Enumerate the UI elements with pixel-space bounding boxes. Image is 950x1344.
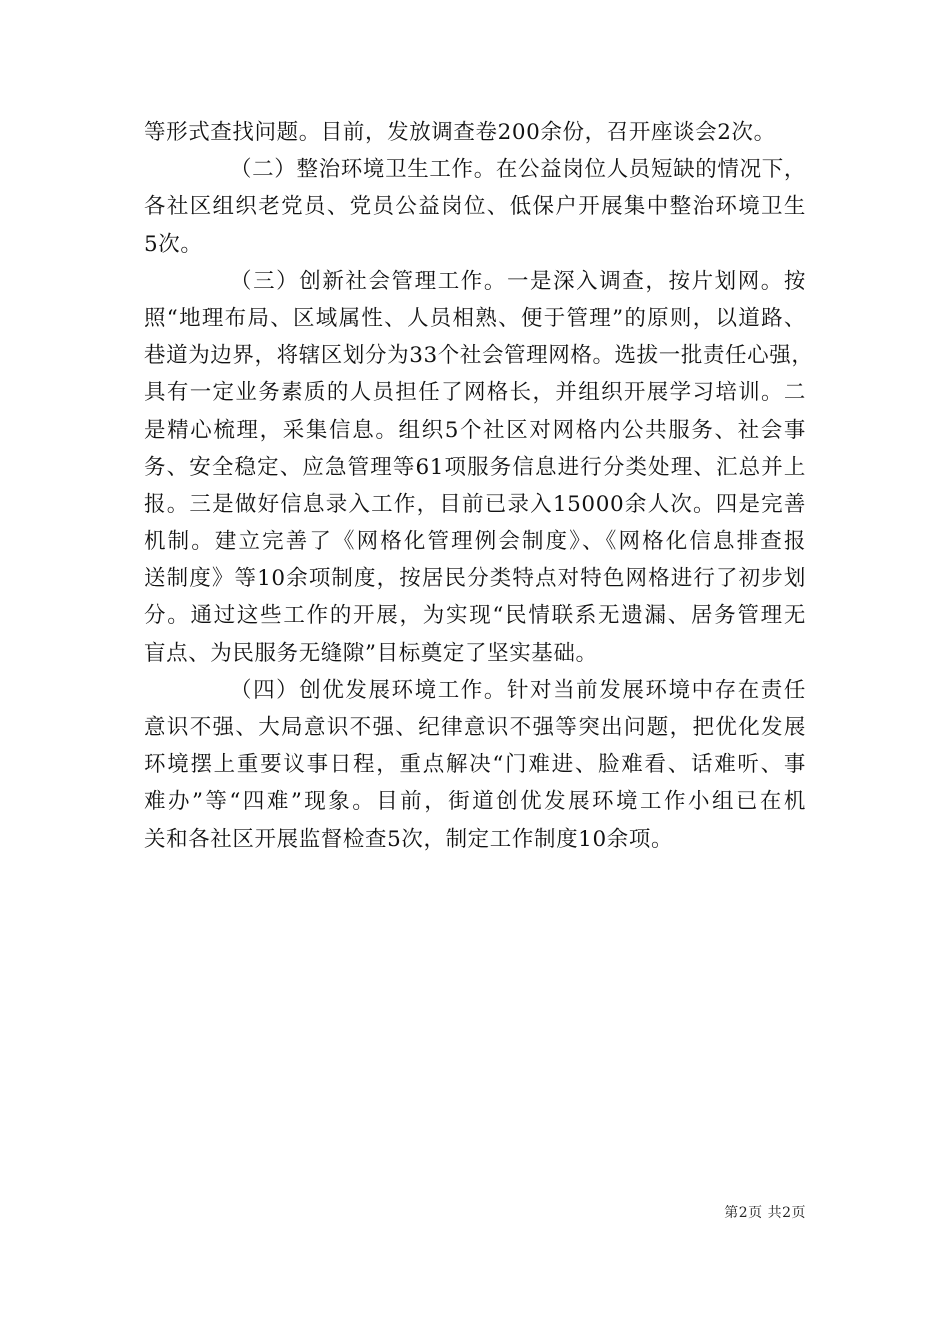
text-line: 意识不强、大局意识不强、纪律意识不强等突出问题，把优化发展 — [144, 715, 806, 740]
text-line: 5次。 — [144, 231, 203, 257]
text-line: 照“地理布局、区域属性、人员相熟、便于管理”的原则，以道路、 — [144, 305, 806, 331]
text-line: 报。三是做好信息录入工作，目前已录入15000余人次。四是完善 — [144, 491, 806, 517]
page-number: 第2页 共2页 — [724, 1205, 806, 1221]
text-line: （四）创优发展环境工作。针对当前发展环境中存在责任 — [230, 677, 806, 703]
text-line: 是精心梳理，采集信息。组织5个社区对网格内公共服务、社会事 — [144, 417, 806, 443]
text-line: 具有一定业务素质的人员担任了网格长，并组织开展学习培训。二 — [144, 380, 806, 406]
text-line: 等形式查找问题。目前，发放调查卷200余份，召开座谈会2次。 — [144, 120, 776, 145]
body-text — [144, 114, 814, 858]
text-line: （三）创新社会管理工作。一是深入调查，按片划网。按 — [230, 268, 806, 294]
text-line: 送制度》等10余项制度，按居民分类特点对特色网格进行了初步划 — [144, 566, 806, 592]
text-line: 各社区组织老党员、党员公益岗位、低保户开展集中整治环境卫生 — [144, 194, 806, 220]
text-line: 盲点、为民服务无缝隙”目标奠定了坚实基础。 — [144, 640, 598, 666]
text-line: （二）整治环境卫生工作。在公益岗位人员短缺的情况下， — [230, 157, 806, 183]
text-line: 机制。建立完善了《网格化管理例会制度》、《网格化信息排查报 — [144, 529, 806, 555]
text-line: 务、安全稳定、应急管理等61项服务信息进行分类处理、汇总并上 — [144, 454, 806, 480]
text-line: 巷道为边界，将辖区划分为33个社会管理网格。选拔一批责任心强， — [144, 343, 814, 369]
text-line: 难办”等“四难”现象。目前，街道创优发展环境工作小组已在机 — [144, 789, 806, 815]
text-line: 环境摆上重要议事日程，重点解决“门难进、脸难看、话难听、事 — [144, 752, 806, 778]
text-line: 分。通过这些工作的开展，为实现“民情联系无遗漏、居务管理无 — [144, 603, 806, 629]
text-line: 关和各社区开展监督检查5次，制定工作制度10余项。 — [144, 826, 674, 852]
